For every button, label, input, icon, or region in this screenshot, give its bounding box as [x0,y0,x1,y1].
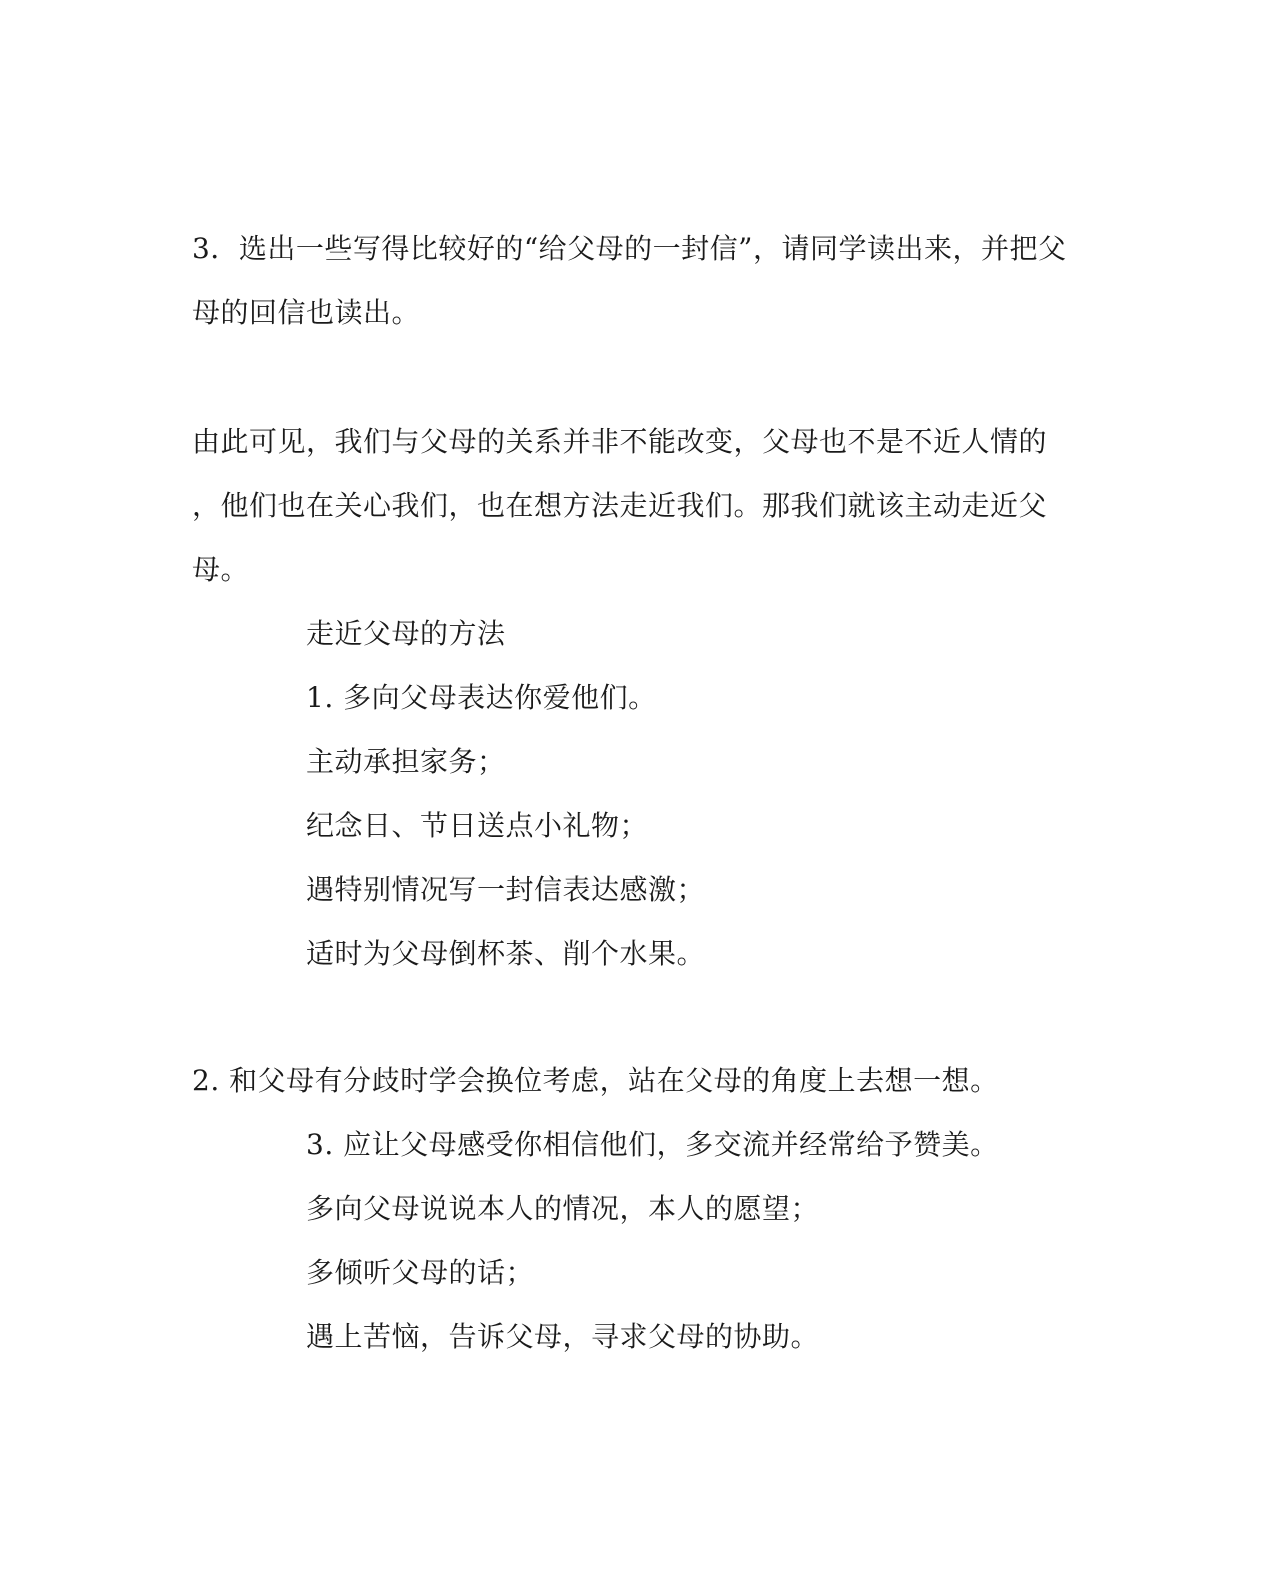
method-1-sub-item: 主动承担家务； [306,745,506,778]
paragraph-1-line-2: 母的回信也读出。 [192,296,421,329]
method-3-sub-item: 多倾听父母的话； [306,1256,535,1289]
paragraph-2-line-1: 由此可见，我们与父母的关系并非不能改变，父母也不是不近人情的 [192,425,1048,458]
method-3-sub-item: 遇上苦恼，告诉父母，寻求父母的协助。 [306,1320,820,1353]
paragraph-2-line-2: ，他们也在关心我们，也在想方法走近我们。那我们就该主动走近父 [192,489,1048,522]
method-1-sub-item: 纪念日、节日送点小礼物； [306,809,649,842]
method-item-1: 1. 多向父母表达你爱他们。 [306,681,657,714]
methods-heading: 走近父母的方法 [306,617,506,650]
paragraph-2-line-3: 母。 [192,553,250,586]
method-1-sub-item: 遇特别情况写一封信表达感激； [306,873,706,906]
method-3-sub-item: 多向父母说说本人的情况，本人的愿望； [306,1192,820,1225]
method-1-sub-item: 适时为父母倒杯茶、削个水果。 [306,937,706,970]
method-item-2: 2. 和父母有分歧时学会换位考虑，站在父母的角度上去想一想。 [192,1064,999,1097]
paragraph-1-line-1: 3．选出一些写得比较好的“给父母的一封信”，请同学读出来，并把父 [192,232,1067,265]
method-item-3: 3. 应让父母感受你相信他们，多交流并经常给予赞美。 [306,1128,999,1161]
